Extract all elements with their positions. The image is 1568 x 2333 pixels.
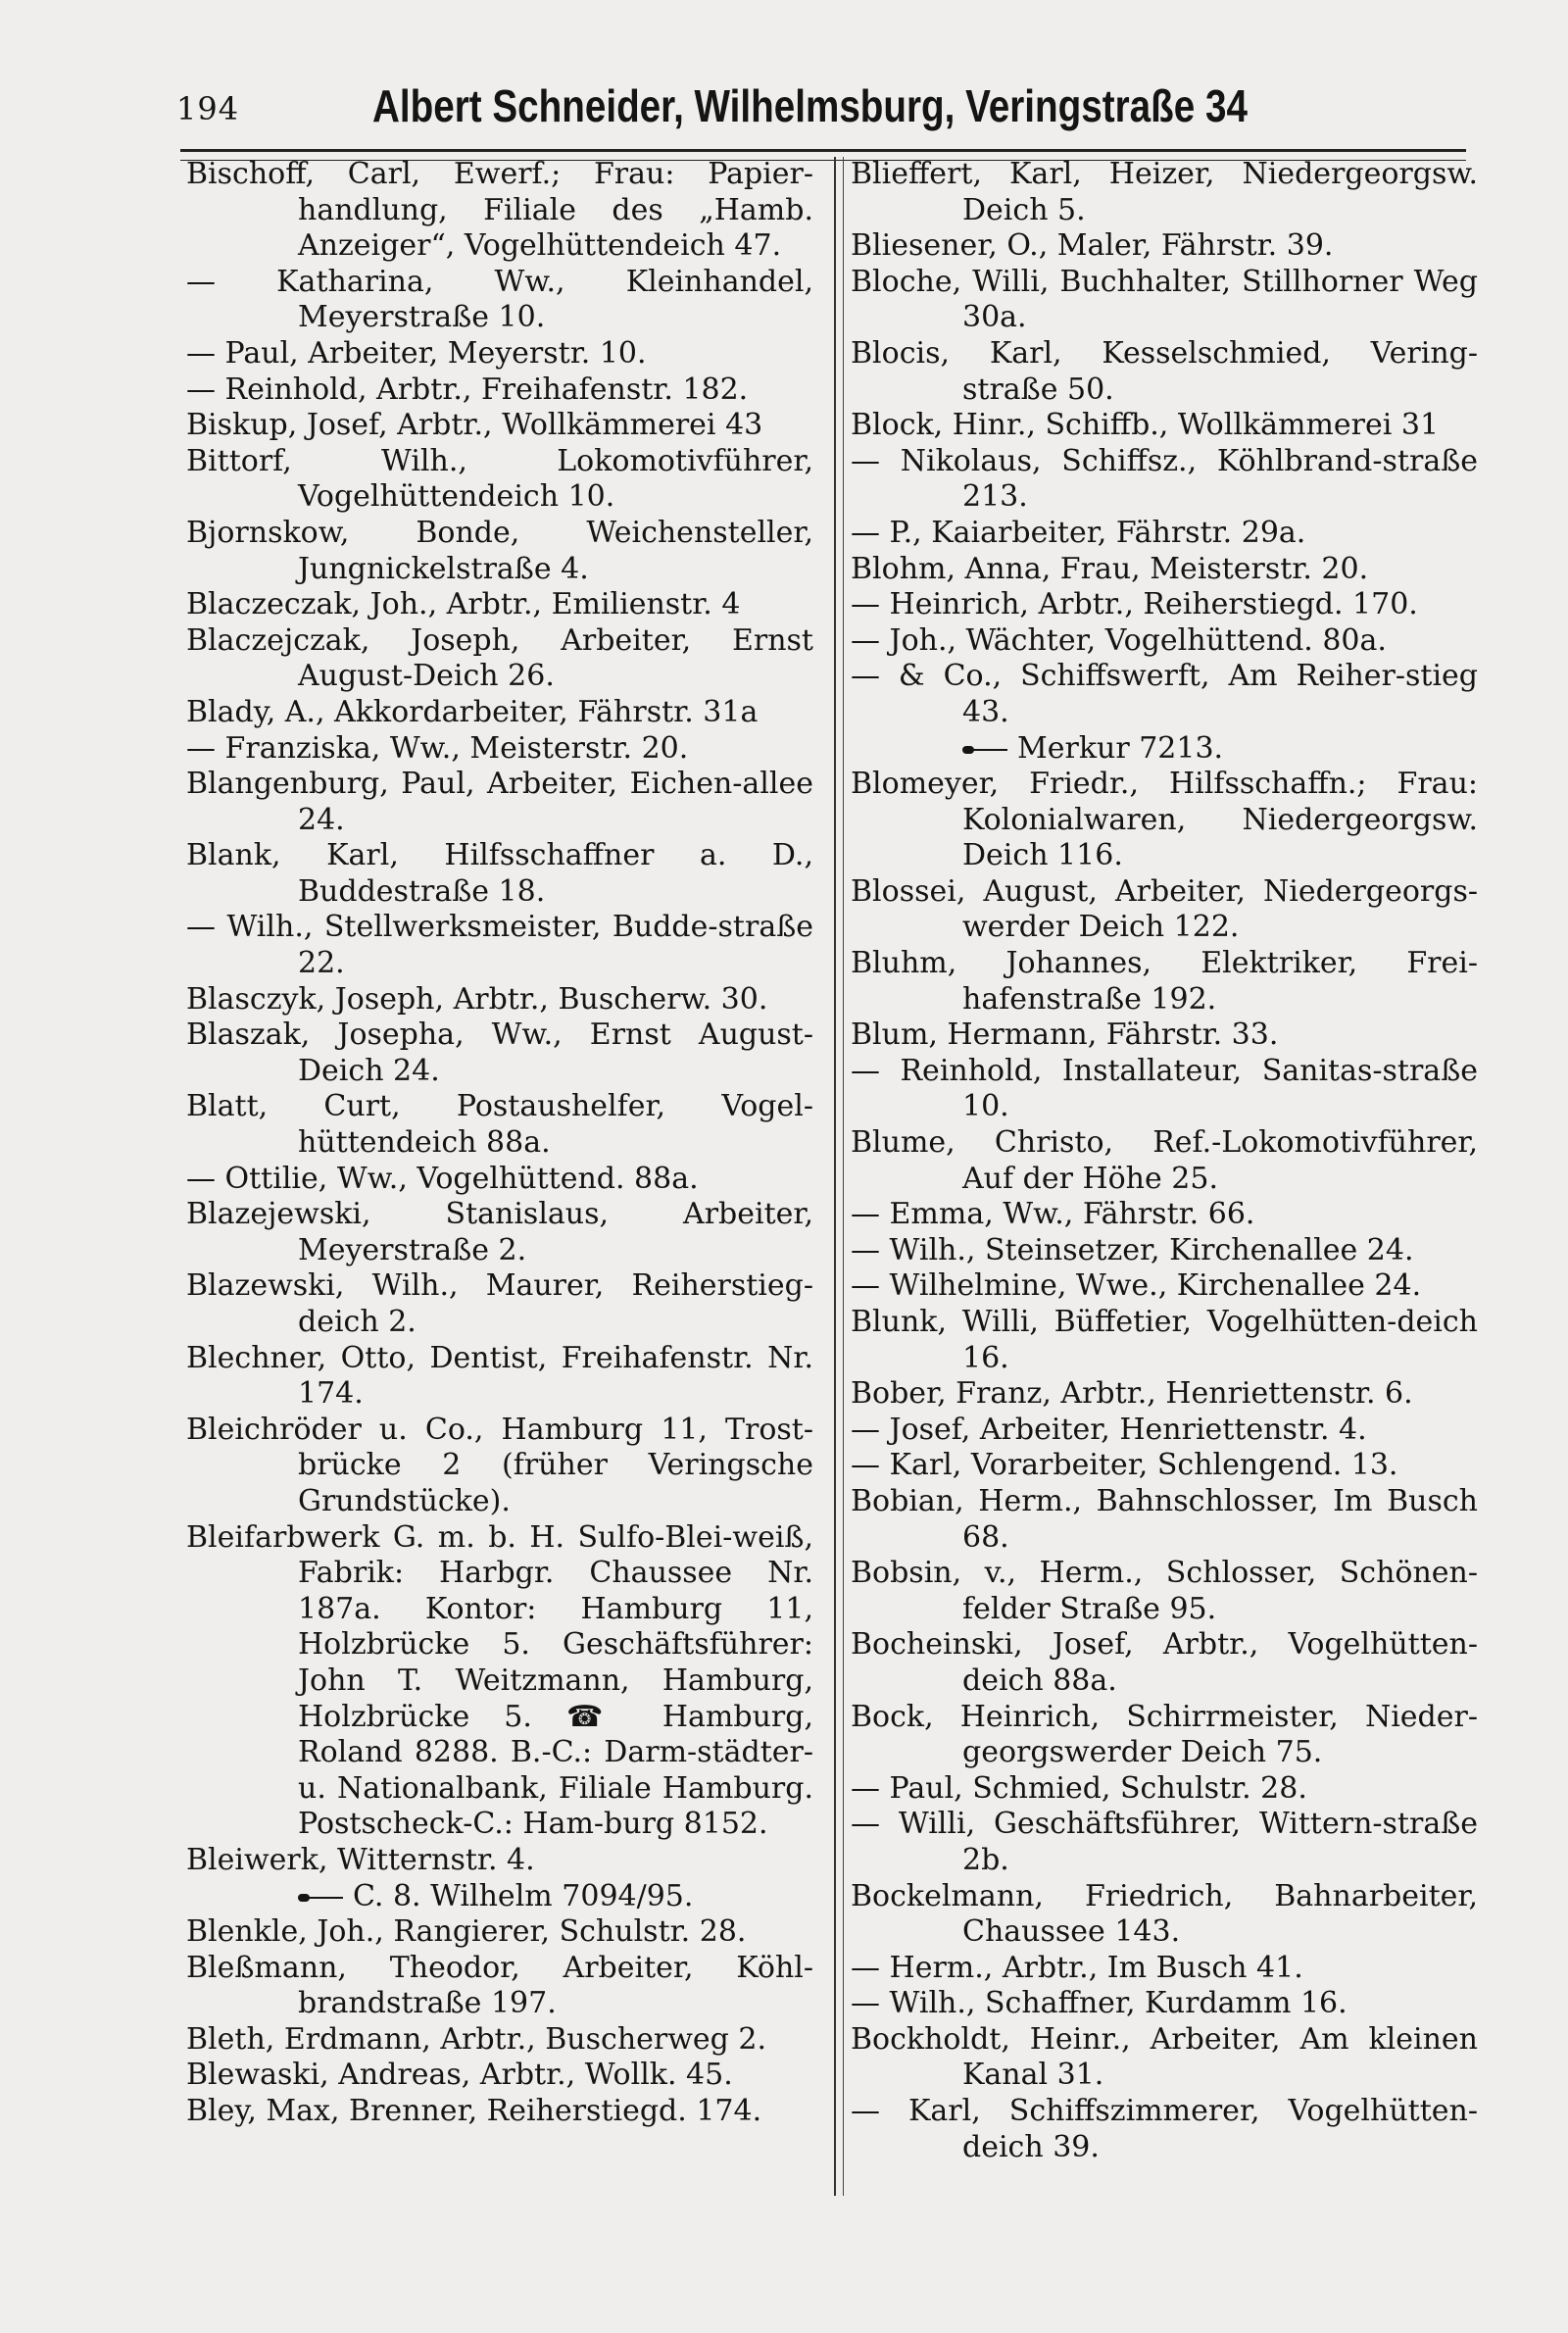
entry-text: — Josef, Arbeiter, Henriettenstr. 4. bbox=[851, 1412, 1367, 1447]
entry-text: — Wilh., Stellwerksmeister, Budde-straße 22. bbox=[186, 910, 813, 981]
directory-entry bbox=[186, 1018, 813, 1089]
directory-entry bbox=[851, 228, 1478, 265]
entry-text: Bober, Franz, Arbtr., Henriettenstr. 6. bbox=[851, 1376, 1413, 1412]
directory-entry bbox=[851, 623, 1478, 660]
entry-text: Blossei, August, Arbeiter, Niedergeorgs-werder Deich 122. bbox=[851, 873, 1478, 945]
directory-entry bbox=[186, 1914, 813, 1951]
directory-entry bbox=[851, 1807, 1478, 1878]
directory-entry bbox=[186, 910, 813, 981]
entry-text: Blazejewski, Stanislaus, Arbeiter, Meyerstraße 2. bbox=[186, 1197, 813, 1267]
directory-entry bbox=[186, 408, 813, 444]
telephone-icon bbox=[298, 1891, 343, 1905]
entry-text: Blunk, Willi, Büffetier, Vogelhütten-deich 16. bbox=[851, 1305, 1478, 1375]
directory-entry bbox=[186, 1843, 813, 1879]
entry-text: — Paul, Arbeiter, Meyerstr. 10. bbox=[186, 335, 647, 371]
directory-entry bbox=[186, 695, 813, 731]
directory-entry bbox=[851, 1448, 1478, 1484]
entry-text: Bleßmann, Theodor, Arbeiter, Köhl-brandstraße 197. bbox=[186, 1950, 813, 2021]
telephone-icon bbox=[962, 743, 1007, 757]
entry-text: — Reinhold, Installateur, Sanitas-straße 10. bbox=[851, 1053, 1478, 1124]
directory-entry bbox=[851, 1484, 1478, 1556]
directory-entry bbox=[851, 408, 1478, 444]
entry-text: — Nikolaus, Schiffsz., Köhlbrand-straße 213. bbox=[851, 443, 1478, 515]
entry-text: Blaczeczak, Joh., Arbtr., Emilienstr. 4 bbox=[186, 587, 741, 622]
directory-entry bbox=[186, 1520, 813, 1843]
entry-text: Bockelmann, Friedrich, Bahnarbeiter, Chaussee 143. bbox=[851, 1878, 1478, 1950]
directory-entry bbox=[851, 336, 1478, 408]
directory-entry bbox=[186, 265, 813, 336]
entry-text: Blazewski, Wilh., Maurer, Reiherstieg-deich 2. bbox=[186, 1268, 813, 1339]
entry-text: — Wilhelmine, Wwe., Kirchenallee 24. bbox=[851, 1268, 1422, 1304]
left-column bbox=[186, 157, 813, 2130]
column-divider bbox=[834, 157, 836, 2196]
directory-entry bbox=[851, 1879, 1478, 1951]
entry-text: Bleiwerk, Witternstr. 4. bbox=[186, 1842, 535, 1877]
directory-entry bbox=[186, 1341, 813, 1413]
entry-text: Blechner, Otto, Dentist, Freihafenstr. Nr. 174. bbox=[186, 1340, 813, 1412]
entry-text: — Paul, Schmied, Schulstr. 28. bbox=[851, 1770, 1307, 1806]
entry-text: Bittorf, Wilh., Lokomotivführer, Vogelhüttendeich 10. bbox=[186, 443, 813, 515]
directory-entry bbox=[186, 1162, 813, 1198]
entry-text: Bleichröder u. Co., Hamburg 11, Trost-brücke 2 (früher Veringsche Grundstücke). bbox=[186, 1412, 813, 1518]
directory-entry bbox=[851, 1018, 1478, 1054]
directory-entry bbox=[186, 587, 813, 623]
entry-text: — Emma, Ww., Fährstr. 66. bbox=[851, 1197, 1255, 1232]
entry-text: Bjornskow, Bonde, Weichensteller, Jungnickelstraße 4. bbox=[186, 515, 813, 586]
entry-text: Bleth, Erdmann, Arbtr., Buscherweg 2. bbox=[186, 2021, 767, 2057]
directory-entry bbox=[851, 731, 1478, 768]
entry-text: Blocis, Karl, Kesselschmied, Vering-straße 50. bbox=[851, 335, 1478, 407]
entry-text: Blohm, Anna, Frau, Meisterstr. 20. bbox=[851, 551, 1369, 586]
entry-text: — Reinhold, Arbtr., Freihafenstr. 182. bbox=[186, 372, 749, 407]
directory-entry bbox=[186, 336, 813, 372]
entry-text: Blaczejczak, Joseph, Arbeiter, Ernst August-Deich 26. bbox=[186, 622, 813, 694]
directory-entry bbox=[851, 1556, 1478, 1627]
directory-entry bbox=[186, 2094, 813, 2130]
directory-entry bbox=[851, 946, 1478, 1018]
directory-entry bbox=[851, 1771, 1478, 1808]
entry-text: Bobsin, v., Herm., Schlosser, Schönen-felder Straße 95. bbox=[851, 1556, 1478, 1626]
directory-entry bbox=[186, 623, 813, 695]
entry-text: Blum, Hermann, Fährstr. 33. bbox=[851, 1018, 1279, 1053]
directory-entry bbox=[851, 1700, 1478, 1771]
entry-text: — Heinrich, Arbtr., Reiherstiegd. 170. bbox=[851, 587, 1418, 622]
directory-entry bbox=[186, 767, 813, 838]
entry-text: — Wilh., Steinsetzer, Kirchenallee 24. bbox=[851, 1232, 1414, 1267]
page-title: Albert Schneider, Wilhelmsburg, Veringstraße 34 bbox=[372, 80, 1248, 131]
entry-text: Block, Hinr., Schiffb., Wollkämmerei 31 bbox=[851, 408, 1440, 443]
directory-entry bbox=[851, 1197, 1478, 1233]
entry-text: Bockholdt, Heinr., Arbeiter, Am kleinen Kanal 31. bbox=[851, 2021, 1478, 2093]
entry-text: — & Co., Schiffswerft, Am Reiher-stieg 43. bbox=[851, 659, 1478, 729]
entry-text: Blieffert, Karl, Heizer, Niedergeorgsw. Deich 5. bbox=[851, 157, 1478, 227]
directory-entry bbox=[851, 1951, 1478, 1987]
directory-entry bbox=[851, 587, 1478, 623]
directory-entry bbox=[851, 444, 1478, 516]
directory-entry bbox=[851, 1413, 1478, 1449]
directory-entry bbox=[851, 552, 1478, 588]
directory-entry bbox=[186, 731, 813, 768]
entry-text: Bock, Heinrich, Schirrmeister, Nieder-georgswerder Deich 75. bbox=[851, 1699, 1478, 1770]
entry-text: — Karl, Vorarbeiter, Schlengend. 13. bbox=[851, 1448, 1398, 1483]
entry-text: Blasczyk, Joseph, Arbtr., Buscherw. 30. bbox=[186, 981, 768, 1017]
directory-entry bbox=[851, 1233, 1478, 1269]
directory-entry bbox=[851, 874, 1478, 946]
directory-entry bbox=[186, 516, 813, 587]
directory-entry bbox=[186, 1413, 813, 1520]
entry-text: Bleifarbwerk G. m. b. H. Sulfo-Blei-weiß, Fabrik: Harbgr. Chaussee Nr. 187a. Kontor: Hamburg 11, Holzbrücke 5. Geschäftsführer: John T. Weitzmann, Hamburg, Holzbrücke 5. ☎ Hamburg, Roland 8288. B.-C.: Darm-städter- u. Nationalbank, Filiale Hamburg. Postscheck-C.: Ham-burg 8152. bbox=[186, 1519, 813, 1842]
column-divider-inner bbox=[843, 157, 844, 2196]
directory-entry bbox=[186, 444, 813, 516]
directory-entry bbox=[186, 982, 813, 1018]
directory-entry bbox=[851, 2094, 1478, 2165]
entry-text: Bluhm, Johannes, Elektriker, Frei-hafenstraße 192. bbox=[851, 946, 1478, 1017]
entry-text: Bliesener, O., Maler, Fährstr. 39. bbox=[851, 228, 1334, 264]
entry-text: Bischoff, Carl, Ewerf.; Frau: Papier-handlung, Filiale des „Hamb. Anzeiger“, Vogelhüttendeich 47. bbox=[186, 157, 813, 264]
entry-text: Bley, Max, Brenner, Reiherstiegd. 174. bbox=[186, 2094, 762, 2129]
directory-entry bbox=[186, 1951, 813, 2022]
entry-text: Blangenburg, Paul, Arbeiter, Eichen-allee 24. bbox=[186, 767, 813, 837]
entry-text: C. 8. Wilhelm 7094/95. bbox=[353, 1878, 694, 1913]
entry-text: Blaszak, Josepha, Ww., Ernst August-Deich 24. bbox=[186, 1018, 813, 1088]
entry-text: — Ottilie, Ww., Vogelhüttend. 88a. bbox=[186, 1161, 699, 1196]
directory-entry bbox=[186, 1268, 813, 1340]
directory-entry bbox=[851, 767, 1478, 874]
entry-text: Blume, Christo, Ref.-Lokomotivführer, Auf der Höhe 25. bbox=[851, 1125, 1478, 1196]
entry-text: — Wilh., Schaffner, Kurdamm 16. bbox=[851, 1986, 1348, 2021]
directory-entry bbox=[186, 838, 813, 910]
entry-text: Biskup, Josef, Arbtr., Wollkämmerei 43 bbox=[186, 408, 763, 443]
entry-text: Merkur 7213. bbox=[1017, 730, 1224, 766]
directory-entry bbox=[851, 659, 1478, 730]
entry-text: Blatt, Curt, Postaushelfer, Vogel-hüttendeich 88a. bbox=[186, 1089, 813, 1161]
directory-entry bbox=[186, 2022, 813, 2059]
directory-entry bbox=[186, 1089, 813, 1161]
right-column bbox=[851, 157, 1478, 2165]
directory-entry bbox=[851, 1986, 1478, 2022]
directory-entry bbox=[851, 1627, 1478, 1699]
entry-text: Bloche, Willi, Buchhalter, Stillhorner Weg 30a. bbox=[851, 264, 1478, 335]
directory-entry bbox=[851, 516, 1478, 552]
directory-entry bbox=[851, 1305, 1478, 1376]
directory-entry bbox=[851, 2022, 1478, 2094]
page-number: 194 bbox=[176, 90, 240, 127]
directory-entry bbox=[186, 1879, 813, 1915]
entry-text: — P., Kaiarbeiter, Fährstr. 29a. bbox=[851, 515, 1306, 550]
entry-text: Blady, A., Akkordarbeiter, Fährstr. 31a bbox=[186, 694, 759, 729]
entry-text: Blenkle, Joh., Rangierer, Schulstr. 28. bbox=[186, 1914, 747, 1950]
entry-text: Bobian, Herm., Bahnschlosser, Im Busch 68. bbox=[851, 1483, 1478, 1555]
directory-entry bbox=[186, 157, 813, 265]
entry-text: — Willi, Geschäftsführer, Wittern-straße 2b. bbox=[851, 1807, 1478, 1877]
entry-text: Blank, Karl, Hilfsschaffner a. D., Buddestraße 18. bbox=[186, 838, 813, 909]
directory-entry bbox=[186, 2058, 813, 2094]
directory-entry bbox=[186, 372, 813, 409]
entry-text: Blomeyer, Friedr., Hilfsschaffn.; Frau: Kolonialwaren, Niedergeorgsw. Deich 116. bbox=[851, 767, 1478, 873]
entry-text: — Karl, Schiffszimmerer, Vogelhütten-deich 39. bbox=[851, 2094, 1478, 2164]
entry-text: Bocheinski, Josef, Arbtr., Vogelhütten-deich 88a. bbox=[851, 1627, 1478, 1698]
entry-text: — Franziska, Ww., Meisterstr. 20. bbox=[186, 730, 689, 766]
entry-text: — Joh., Wächter, Vogelhüttend. 80a. bbox=[851, 622, 1387, 658]
directory-entry bbox=[851, 1125, 1478, 1197]
directory-entry bbox=[851, 1054, 1478, 1125]
entry-text: — Katharina, Ww., Kleinhandel, Meyerstraße 10. bbox=[186, 264, 813, 335]
entry-text: — Herm., Arbtr., Im Busch 41. bbox=[851, 1950, 1303, 1985]
directory-entry bbox=[851, 1268, 1478, 1305]
directory-entry bbox=[186, 1197, 813, 1268]
directory-entry bbox=[851, 1376, 1478, 1413]
directory-entry bbox=[851, 157, 1478, 228]
entry-text: Blewaski, Andreas, Arbtr., Wollk. 45. bbox=[186, 2058, 733, 2093]
directory-entry bbox=[851, 265, 1478, 336]
